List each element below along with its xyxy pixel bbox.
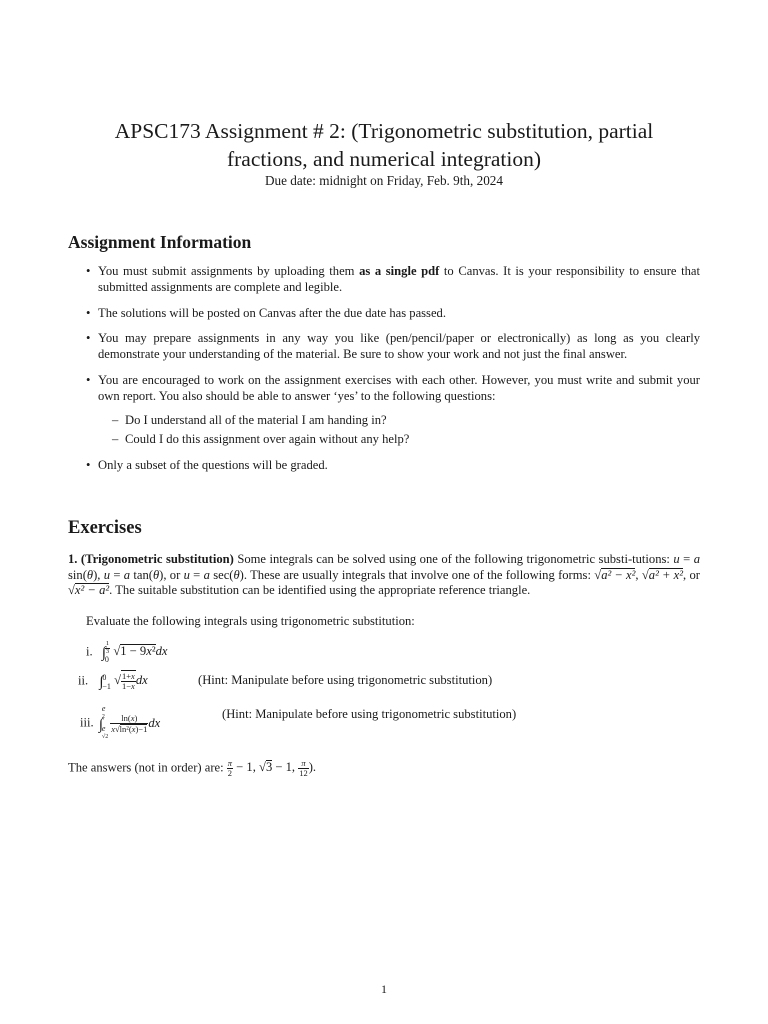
page-number: 1 — [381, 982, 387, 996]
integral-2-expression: ∫ 0 −1 √ $\frac{1+x}{1-x}$ dx — [99, 671, 148, 691]
item-2-label: ii. — [78, 673, 89, 688]
answers-label: The answers (not in order) are: — [68, 760, 224, 775]
integral-item-2 — [78, 670, 493, 691]
self-check-item-2: – Could I do this assignment over again without any help? — [112, 432, 700, 448]
info-item-1 — [86, 264, 700, 296]
radical-form-2: a² + x² — [648, 567, 684, 582]
info-item-4-text: You are encouraged to work on the assignment exercises with each other. However, you must write and submit your own report. You also should be able to answer ‘yes’ to the following questions: — [98, 372, 700, 403]
question-1-number: 1. — [68, 552, 78, 566]
integral-1-expression: ∫ 1 3 0 √1 − 9x²dx — [101, 640, 168, 664]
self-check-item-1: – Do I understand all of the material I am handing in? — [112, 413, 700, 429]
question-1-instruction: Evaluate the following integrals using trigonometric substitution: — [86, 614, 415, 628]
question-1-forms-intro: These are usually integrals that involve one of the following forms: — [250, 567, 591, 582]
self-check-list — [112, 413, 700, 449]
item-3-label: iii. — [80, 715, 94, 730]
integral-item-3 — [80, 704, 517, 743]
info-item-1-pre: You must submit assignments by uploading them — [98, 264, 360, 278]
answers-values: $\frac{\pi}{2}$ − 1, √3 − 1, $\frac{\pi}{12}$ ). — [227, 758, 317, 778]
title-line-1: APSC173 Assignment # 2: (Trigonometric substitution, partial — [114, 119, 654, 143]
info-item-5: • Only a subset of the questions will be graded. — [86, 458, 700, 474]
due-date: Due date: midnight on Friday, Feb. 9th, 2024 — [265, 173, 503, 188]
radical-form-1: a² − x² — [601, 567, 636, 582]
info-item-1-post: to Canvas. It is your responsibility to ensure that submitted assignments are complete and legible. — [98, 264, 700, 294]
section-heading-exercises: Exercises — [68, 518, 142, 538]
substitution-formulas: u — [673, 552, 680, 566]
section-heading-info: Assignment Information — [68, 232, 252, 252]
question-1-text: 1. (Trigonometric substitution) Some integrals can be solved using one of the following trigonometric substi-tutions: u = a sin(θ), u = a tan(θ), or u = a sec(θ). These are usually integrals that involve one of the following forms: √a² − x², √a² + x², or √x² − a². The suitable substitution can be identified using the appropriate reference triangle. — [68, 552, 701, 597]
integral-3-expression: ∫ e $^2$ e $^{√2}$ $\frac{\ln(x)}{\text{x√ln²(x)−1}}$ dx — [98, 704, 161, 740]
question-1-tail: The suitable substitution can be identified using the appropriate reference triangle. — [115, 583, 531, 597]
integral-item-1 — [86, 641, 168, 664]
info-item-2: • The solutions will be posted on Canvas after the due date has passed. — [86, 306, 700, 322]
page-title — [60, 117, 708, 173]
question-1-intro: Some integrals can be solved using one of the following trigonometric substi-tutions: — [233, 552, 674, 566]
answers-line — [68, 759, 700, 778]
item-2-hint: (Hint: Manipulate before using trigonometric substitution) — [198, 673, 493, 687]
info-list — [86, 264, 700, 484]
question-1-title: (Trigonometric substitution) — [80, 552, 234, 566]
title-line-2: fractions, and numerical integration) — [226, 147, 542, 171]
radical-form-3: x² − a² — [74, 583, 110, 597]
item-1-label: i. — [86, 644, 93, 659]
info-item-1-bold: as a single pdf — [359, 264, 440, 278]
info-item-3: • You may prepare assignments in any way you like (pen/pencil/paper or electronically) as long as you clearly demonstrate your understanding of the material. Be sure to show your work and not just the final answer. — [86, 331, 700, 363]
item-3-hint: (Hint: Manipulate before using trigonometric substitution) — [222, 707, 517, 721]
info-item-4 — [86, 373, 700, 448]
